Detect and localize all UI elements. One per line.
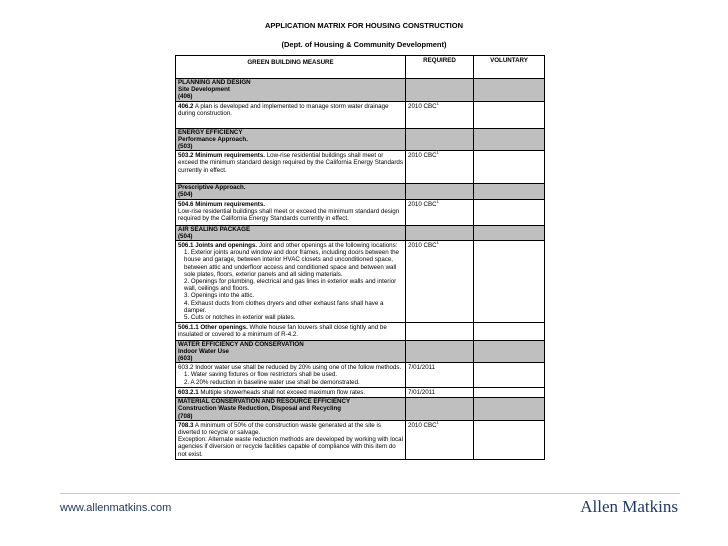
voluntary-cell [474,241,545,323]
required-cell [406,241,474,323]
footer-divider [60,493,680,494]
measure-cell [176,323,406,340]
voluntary-cell [474,128,545,151]
required-cell [406,363,474,388]
measure-row [176,387,545,397]
section-title: PLANNING AND DESIGN [176,79,405,86]
required-value: 2010 CBC [408,421,437,429]
footnote-mark: 1 [436,420,439,425]
footnote-mark: 1 [436,199,439,204]
measure-row [176,199,545,225]
measure-row [176,363,545,388]
measure-cell [176,101,406,128]
voluntary-cell [474,101,545,128]
measure-text: Joint and other openings at the following locations: [257,242,398,250]
section-row [176,340,545,363]
measure-row [176,101,545,128]
required-cell [406,184,474,199]
voluntary-cell [474,340,545,363]
subsection-code: (708) [176,413,405,420]
subsection-title: Prescriptive Approach. [176,184,405,191]
measure-cell [176,387,406,397]
voluntary-cell [474,184,545,199]
subsection-code: (503) [176,143,405,150]
voluntary-cell [474,420,545,459]
required-cell [406,101,474,128]
section-row [176,128,545,151]
section-row [176,398,545,421]
measure-heading: 503.2 Minimum requirements. [178,152,265,160]
voluntary-cell [474,225,545,240]
measure-cell [176,151,406,184]
subsection-title: Performance Approach. [176,136,405,143]
measure-heading: 506.1 Joints and openings. [178,242,258,250]
required-cell [406,340,474,363]
company-logo: Allen Matkins [580,497,678,516]
required-value: 2010 CBC [408,152,437,160]
voluntary-cell [474,79,545,102]
required-cell [406,199,474,225]
footnote-mark: 1 [436,240,439,245]
measure-heading: 708.3 [178,421,194,429]
measure-row [176,151,545,184]
voluntary-cell [474,363,545,388]
voluntary-cell [474,387,545,397]
required-cell [406,323,474,340]
voluntary-cell [474,323,545,340]
measure-heading: 506.1.1 Other openings. [178,324,248,332]
section-title: MATERIAL CONSERVATION AND RESOURCE EFFICIENCY [176,398,405,405]
section-cell [176,184,406,199]
section-code: (504) [176,233,405,240]
measure-text: A minimum of 50% of the construction waste generated at the site is diverted to recycle or salvage. [178,421,381,436]
measure-row [176,420,545,459]
section-cell [176,128,406,151]
exception-text: Exception: Alternate waste reduction methods are developed by working with local agencies if diversion or recycle facilities capable of compliance with this item do not exist. [178,436,403,458]
subsection-title: Construction Waste Reduction, Disposal and Recycling [176,405,405,412]
section-title: ENERGY EFFICIENCY [176,129,405,136]
measure-cell [176,199,406,225]
section-cell [176,225,406,240]
required-cell [406,151,474,184]
measure-text: A plan is developed and implemented to manage storm water drainage during construction. [178,102,389,117]
measure-text: Low-rise residential buildings shall meet or exceed the minimum standard design required by the California Energy Standards currently in effect. [178,152,403,174]
measure-header: GREEN BUILDING MEASURE [176,56,406,79]
measure-number: 406.2 [178,102,194,110]
subsection-code: (406) [176,93,405,100]
section-cell [176,340,406,363]
required-value: 7/01/2011 [408,388,436,396]
list-item: 2. A 20% reduction in baseline water use shall be demonstrated. [184,378,360,386]
voluntary-header: VOLUNTARY [474,56,545,79]
required-cell [406,387,474,397]
voluntary-cell [474,398,545,421]
measure-text: 603.2 Indoor water use shall be reduced by 20% using one of the follow methods. [178,364,402,372]
required-cell [406,128,474,151]
required-cell [406,225,474,240]
measure-text: Multiple showerheads shall not exceed maximum flow rates. [198,388,366,396]
subsection-title: Indoor Water Use [176,348,405,355]
required-cell [406,79,474,102]
measure-cell [176,420,406,459]
list-item: 1. Exterior joints around window and door frames, including doors between the house and garage, between interior HVAC closets and unconditioned space, between attic and underfloor access and conditioned space and between wall sole plates, floors, exterior panels and all siding materials. [184,249,399,278]
measure-text: Low-rise residential buildings shall meet or exceed the minimum standard design required by the California Energy Standards currently in effect. [178,207,400,223]
list-item: 3. Openings into the attic. [184,292,255,300]
required-value: 2010 CBC [408,102,437,110]
header-row [176,56,545,79]
measure-heading: 504.6 Minimum requirements. [178,200,265,208]
list-item: 1. Water saving fixtures or flow restrictors shall be used. [184,371,338,379]
required-value: 2010 CBC [408,200,437,208]
footer-url[interactable]: www.allenmatkins.com [60,502,172,514]
measure-heading: 603.2.1 [178,388,199,396]
voluntary-cell [474,199,545,225]
section-cell [176,398,406,421]
list-item: 5. Cuts or notches in exterior wall plates. [184,314,296,322]
section-row [176,225,545,240]
application-matrix [175,55,545,460]
voluntary-cell [474,151,545,184]
measure-text: Whole house fan louvers shall close tightly and be insulated or covered to a minimum of R-4.2. [178,324,387,339]
measure-cell [176,363,406,388]
subsection-title: Site Development [176,86,405,93]
measure-row [176,323,545,340]
measure-row [176,241,545,323]
footnote-mark: 1 [436,101,439,106]
required-cell [406,420,474,459]
required-value: 2010 CBC [408,242,437,250]
list-item: 2. Openings for plumbing, electrical and gas lines in exterior walls and interior wall, ceilings and floors. [184,278,397,293]
section-row [176,79,545,102]
subsection-code: (603) [176,355,405,362]
subsection-code: (504) [176,191,405,198]
required-header: REQUIRED [406,56,474,79]
required-cell [406,398,474,421]
list-item: 4. Exhaust ducts from clothes dryers and other exhaust fans shall have a damper. [184,299,384,314]
section-title: WATER EFFICIENCY AND CONSERVATION [176,341,405,348]
required-value: 7/01/2011 [408,364,436,372]
document-subtitle: (Dept. of Housing & Community Development) [281,40,447,49]
document-title: APPLICATION MATRIX FOR HOUSING CONSTRUCTION [264,21,464,30]
section-cell [176,79,406,102]
section-title: AIR SEALING PACKAGE [176,226,405,233]
measure-cell [176,241,406,323]
section-row [176,184,545,199]
footnote-mark: 1 [436,150,439,156]
